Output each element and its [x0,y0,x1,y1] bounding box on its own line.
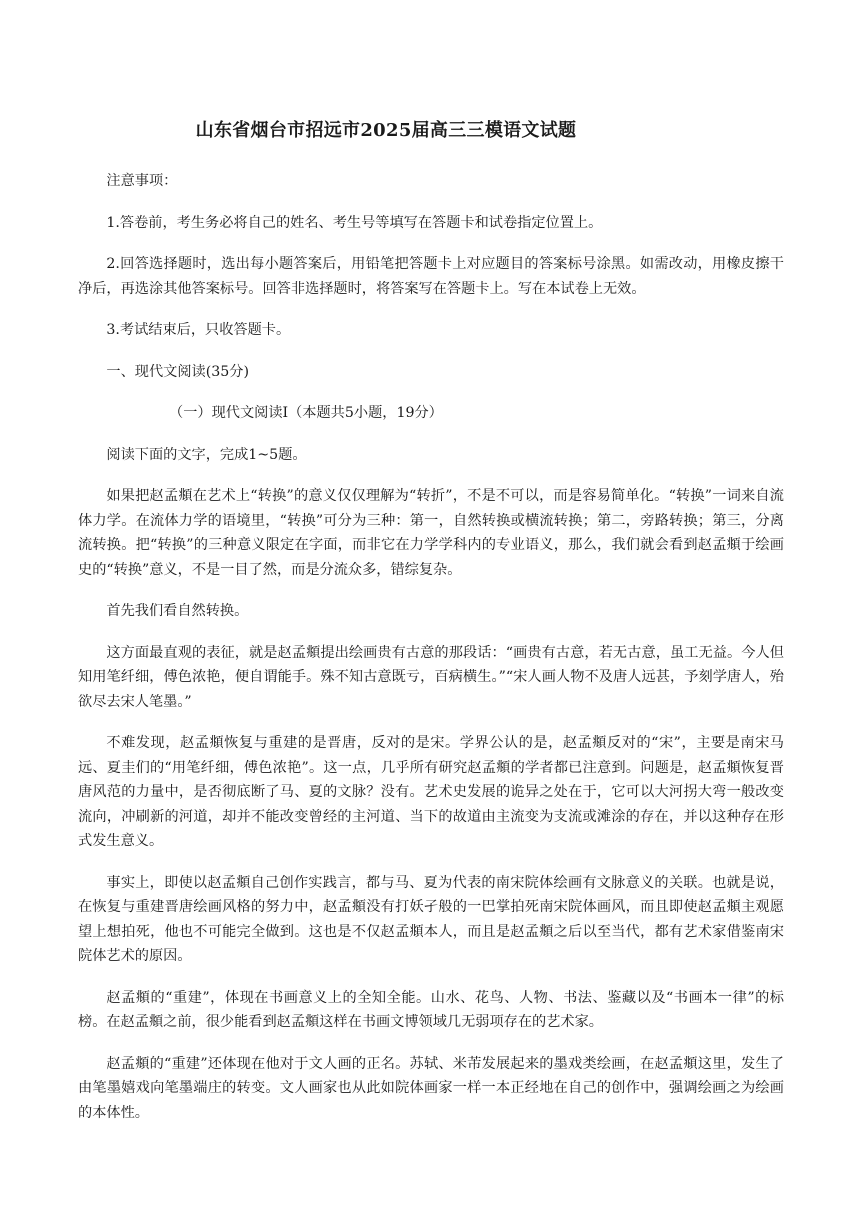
section-heading: 一、现代文阅读(35分) [106,363,250,380]
notice-item: 1.答卷前，考生务必将自己的姓名、考生号等填写在答题卡和试卷指定位置上。 [106,214,603,231]
notice-heading: 注意事项： [106,173,178,189]
passage-paragraph: 如果把赵孟頫在艺术上“转换”的意义仅仅理解为“转折”，不是不可以，而是容易简单化。“转换”一词来自流体力学。在流体力学的语境里，“转换”可分为三种：第一，自然转换或横流转换；第二，旁路转换；第三，分离流转换。把“转换”的三种意义限定在字面，而非它在力学学科内的专业语义，那么，我们就会看到赵孟頫于绘画史的“转换”意义，不是一目了然，而是分流众多，错综复杂。 [78,488,784,578]
passage-paragraph: 不难发现，赵孟頫恢复与重建的是晋唐，反对的是宋。学界公认的是，赵孟頫反对的“宋”，主要是南宋马远、夏圭们的“用笔纤细，傅色浓艳”。这一点，几乎所有研究赵孟頫的学者都已注意到。问题是，赵孟頫恢复晋唐风范的力量中，是否彻底断了马、夏的文脉？没有。艺术史发展的诡异之处在于，它可以大河拐大弯一般改变流向，冲刷新的河道，却并不能改变曾经的主河道、当下的故道由主流变为支流或滩涂的存在，并以这种存在形式发生意义。 [78,735,784,849]
passage-paragraph: 事实上，即使以赵孟頫自己创作实践言，都与马、夏为代表的南宋院体绘画有文脉意义的关联。也就是说，在恢复与重建晋唐绘画风格的努力中，赵孟頫没有打妖孑般的一巴掌拍死南宋院体画风，而且即使赵孟頫主观愿望上想拍死，他也不可能完全做到。这也是不仅赵孟頫本人，而且是赵孟頫之后以至当代，都有艺术家借鉴南宋院体艺术的原因。 [78,874,784,964]
notice-item: 2.回答选择题时，选出每小题答案后，用铅笔把答题卡上对应题目的答案标号涂黑。如需改动，用橡皮擦干净后，再选涂其他答案标号。回答非选择题时，将答案写在答题卡上。写在本试卷上无效。 [78,256,784,297]
document-body [78,169,784,1142]
notice-item: 3.考试结束后，只收答题卡。 [106,322,291,338]
page-title: 山东省烟台市招远市2025届高三三模语文试题 [195,120,577,141]
reading-instruction: 阅读下面的文字，完成1~5题。 [106,446,307,463]
passage-paragraph: 赵孟頫的“重建”，体现在书画意义上的全知全能。山水、花鸟、人物、书法、鉴藏以及“书画本一律”的标榜。在赵孟頫之前，很少能看到赵孟頫这样在书画文博领域几无弱项存在的艺术家。 [78,989,784,1030]
passage-paragraph: 赵孟頫的“重建”还体现在他对于文人画的正名。苏轼、米芾发展起来的墨戏类绘画，在赵孟頫这里，发生了由笔墨嬉戏向笔墨端庄的转变。文人画家也从此如院体画家一样一本正经地在自己的创作中，强调绘画之为绘画的本体性。 [78,1055,784,1121]
passage-paragraph: 首先我们看自然转换。 [106,603,249,619]
subsection-heading: （一）现代文阅读Ⅰ（本题共5小题，19分） [169,405,443,421]
passage-paragraph: 这方面最直观的表征，就是赵孟頫提出绘画贵有古意的那段话：“画贵有古意，若无古意，虽工无益。今人但知用笔纤细，傅色浓艳，便自谓能手。殊不知古意既亏，百病横生。”“宋人画人物不及唐人远甚，予刻学唐人，殆欲尽去宋人笔墨。” [78,644,784,710]
